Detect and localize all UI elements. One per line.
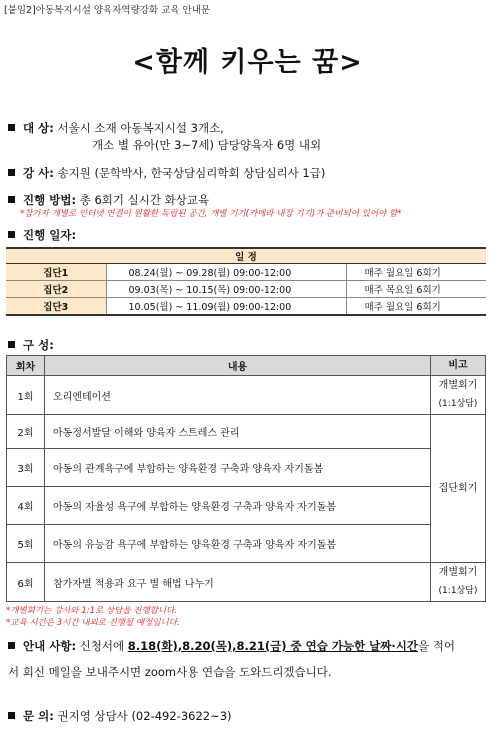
schedule-table	[6, 247, 486, 316]
page-title: <함께 키우는 꿈>	[132, 47, 363, 78]
remark-individual-label: 개별회기	[438, 567, 478, 578]
table-row	[7, 449, 486, 487]
header-remark: 비고	[431, 356, 486, 376]
schedule-header-row	[6, 248, 486, 264]
schedule-date: 10.05(월) ~ 11.09(월) 09:00-12:00	[106, 298, 346, 315]
composition-table	[6, 355, 486, 602]
schedule-group: 집단2	[6, 281, 106, 298]
square-bullet-icon	[8, 196, 15, 203]
schedule-group: 집단1	[6, 264, 106, 281]
square-bullet-icon	[8, 712, 15, 719]
guide-label: 안내 사항:	[23, 639, 77, 653]
session-no: 4회	[7, 487, 45, 525]
lecturer-label: 강 사:	[23, 166, 54, 180]
square-bullet-icon	[8, 341, 15, 348]
table-row	[7, 563, 486, 602]
remark-group: 집단회기	[431, 415, 486, 563]
session-content: 아동의 유능감 욕구에 부합하는 양육환경 구축과 양육자 자기돌봄	[45, 525, 431, 563]
table-row	[6, 264, 486, 281]
guide-prefix: 신청서에	[79, 639, 128, 653]
table-row	[6, 298, 486, 315]
lecturer-value: 송지원 (문학박사, 한국상담심리학회 상담심리사 1급)	[57, 166, 326, 180]
header-no: 회차	[7, 356, 45, 376]
square-bullet-icon	[8, 124, 15, 131]
session-content: 참가자별 적용과 요구 별 해법 나누기	[45, 563, 431, 602]
guide-line2: 서 회신 메일을 보내주시면 zoom사용 연습을 도와드리겠습니다.	[8, 665, 332, 679]
table-row	[7, 525, 486, 563]
lecturer-row	[8, 165, 325, 181]
header-content: 내용	[45, 356, 431, 376]
guide-suffix: 을 적어	[418, 639, 455, 653]
guide-row	[8, 638, 455, 654]
schedule-date: 08.24(월) ~ 09.28(월) 09:00-12:00	[106, 264, 346, 281]
attachment-label: [붙임2]아동복지시설 양육자역량강화 교육 안내문	[4, 5, 211, 16]
schedule-week: 매주 월요일 6회기	[346, 298, 486, 315]
composition-note-1: *개별회기는 강사와 1:1로 상담을 진행합니다.	[6, 606, 178, 616]
dates-label: 진행 일자:	[23, 228, 77, 242]
method-value: 총 6회기 실시간 화상교육	[79, 193, 210, 207]
method-label: 진행 방법:	[23, 193, 77, 207]
session-no: 5회	[7, 525, 45, 563]
table-row	[6, 281, 486, 298]
remark-individual-label: 개별회기	[438, 380, 478, 391]
target-label: 대 상:	[23, 121, 54, 135]
remark-individual	[431, 563, 486, 602]
schedule-week: 매주 목요일 6회기	[346, 281, 486, 298]
method-note: *참가자 개별로 인터넷 연결이 원활한 독립된 공간, 개별 기기(카메라 내장 기기)가 준비되어 있어야 함*	[20, 209, 402, 219]
square-bullet-icon	[8, 642, 15, 649]
target-line2: 개소 별 유아(만 3~7세) 담당양육자 6명 내외	[92, 138, 322, 152]
remark-individual-sub: (1:1상담)	[438, 586, 478, 596]
square-bullet-icon	[8, 169, 15, 176]
schedule-group: 집단3	[6, 298, 106, 315]
schedule-date: 09.03(목) ~ 10.15(목) 09:00-12:00	[106, 281, 346, 298]
session-no: 3회	[7, 449, 45, 487]
session-no: 6회	[7, 563, 45, 602]
composition-label: 구 성:	[23, 338, 54, 352]
contact-label: 문 의:	[23, 709, 54, 723]
session-no: 1회	[7, 376, 45, 415]
composition-row	[8, 337, 54, 353]
square-bullet-icon	[8, 231, 15, 238]
composition-header-row	[7, 356, 486, 376]
session-content: 아동의 관계욕구에 부합하는 양육환경 구축과 양육자 자기돌봄	[45, 449, 431, 487]
remark-individual	[431, 376, 486, 415]
table-row	[7, 487, 486, 525]
session-content: 아동정서발달 이해와 양육자 스트레스 관리	[45, 415, 431, 449]
table-row	[7, 415, 486, 449]
remark-individual-sub: (1:1상담)	[438, 399, 478, 409]
composition-note-2: *교육 시간은 3시간 내외로 진행될 예정입니다.	[6, 618, 180, 628]
target-row	[8, 120, 224, 136]
method-row	[8, 192, 209, 208]
session-no: 2회	[7, 415, 45, 449]
schedule-week: 매주 월요일 6회기	[346, 264, 486, 281]
session-content: 오리엔테이션	[45, 376, 431, 415]
contact-value: 권지영 상담사 (02-492-3622~3)	[57, 709, 232, 723]
session-content: 아동의 자율성 욕구에 부합하는 양육환경 구축과 양육자 자기돌봄	[45, 487, 431, 525]
schedule-header: 일 정	[6, 248, 486, 264]
dates-row	[8, 227, 76, 243]
target-line1: 서울시 소재 아동복지시설 3개소,	[57, 121, 224, 135]
contact-row	[8, 708, 232, 724]
guide-highlight: 8.18(화),8.20(목),8.21(금) 중 연습 가능한 날짜·시간	[127, 639, 418, 653]
table-row	[7, 376, 486, 415]
